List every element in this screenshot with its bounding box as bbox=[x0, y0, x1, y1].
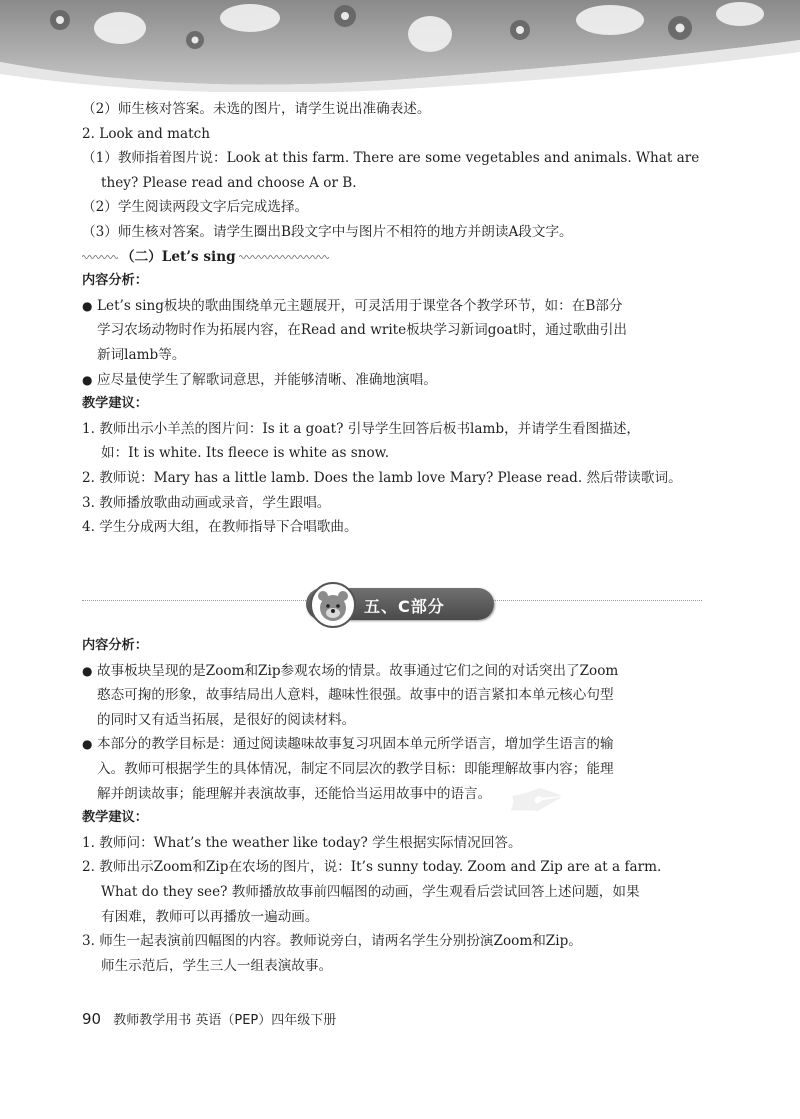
heading-content-analysis: 内容分析： bbox=[82, 273, 148, 289]
text-line: 新词lamb等。 bbox=[97, 346, 186, 363]
step-line: 如：It is white. Its fleece is white as snow. bbox=[101, 445, 390, 462]
step-line: 1. 教师出示小羊羔的图片问：Is it a goat? 引导学生回答后板书lamb，并请学生看图描述， bbox=[82, 420, 641, 437]
text-line: 入。教师可根据学生的具体情况，制定不同层次的教学目标：即能理解故事内容；能理 bbox=[97, 760, 614, 777]
text-line: Let’s sing板块的歌曲围绕单元主题展开，可灵活用于课堂各个教学环节，如：在B部分 bbox=[97, 297, 623, 314]
text-line: 本部分的教学目标是：通过阅读趣味故事复习巩固本单元所学语言，增加学生语言的输 bbox=[97, 736, 614, 753]
section-title-c-part: 五、C部分 bbox=[364, 597, 445, 616]
step-line: 2. 教师出示Zoom和Zip在农场的图片，说：It’s sunny today. Zoom and Zip are at a farm. bbox=[82, 859, 662, 876]
text-line: they? Please read and choose A or B. bbox=[101, 174, 357, 191]
page-footer bbox=[82, 1009, 336, 1028]
section-divider bbox=[82, 582, 702, 626]
bullet-dot-icon: ● bbox=[82, 298, 93, 313]
faint-watermark: ✒ bbox=[494, 756, 566, 848]
section-heading-lets-sing bbox=[82, 245, 702, 270]
text-line: 憨态可掬的形象，故事结局出人意料，趣味性很强。故事中的语言紧扣本单元核心句型 bbox=[97, 687, 614, 704]
step-line: 3. 教师播放歌曲动画或录音，学生跟唱。 bbox=[82, 494, 331, 511]
floral-banner-graphic bbox=[0, 0, 800, 92]
book-title: 教师教学用书 英语（PEP）四年级下册 bbox=[113, 1013, 337, 1028]
heading-content-analysis: 内容分析： bbox=[82, 638, 148, 653]
step-line: 师生示范后，学生三人一组表演故事。 bbox=[101, 957, 333, 974]
text-line: （2）学生阅读两段文字后完成选择。 bbox=[82, 199, 309, 216]
bullet-dot-icon: ● bbox=[82, 737, 93, 752]
heading-teaching-suggestions: 教学建议： bbox=[82, 396, 148, 412]
text-line: （1）教师指着图片说：Look at this farm. There are some vegetables and animals. What are bbox=[82, 150, 700, 167]
wavy-ornament-right bbox=[239, 254, 331, 260]
step-line: 3. 师生一起表演前四幅图的内容。教师说旁白，请两名学生分别扮演Zoom和Zip。 bbox=[82, 933, 582, 950]
step-line: 4. 学生分成两大组，在教师指导下合唱歌曲。 bbox=[82, 519, 358, 536]
step-line: 2. 教师说：Mary has a little lamb. Does the lamb love Mary? Please read. 然后带读歌词。 bbox=[82, 469, 682, 486]
wavy-ornament-left bbox=[82, 254, 118, 260]
text-line: 应尽量使学生了解歌词意思，并能够清晰、准确地演唱。 bbox=[97, 371, 437, 388]
bullet-item bbox=[82, 659, 702, 733]
bullet-item bbox=[82, 294, 702, 368]
step-line: 有困难，教师可以再播放一遍动画。 bbox=[101, 908, 319, 925]
bullet-item bbox=[82, 368, 702, 393]
mascot-icon bbox=[310, 582, 356, 628]
text-line: 的同时又有适当拓展，是很好的阅读材料。 bbox=[97, 711, 356, 728]
text-line: 解并朗读故事；能理解并表演故事，还能恰当运用故事中的语言。 bbox=[97, 785, 492, 802]
content-lower bbox=[82, 634, 702, 978]
bear-mascot-graphic bbox=[312, 584, 354, 626]
decorative-header-banner bbox=[0, 0, 800, 92]
text-line: 学习农场动物时作为拓展内容，在Read and write板块学习新词goat时，通过歌曲引出 bbox=[97, 322, 627, 339]
bullet-item bbox=[82, 732, 702, 806]
text-line: 故事板块呈现的是Zoom和Zip参观农场的情景。故事通过它们之间的对话突出了Zoom bbox=[97, 662, 619, 679]
step-line: 1. 教师问：What’s the weather like today? 学生根据实际情况回答。 bbox=[82, 834, 522, 851]
bullet-dot-icon: ● bbox=[82, 372, 93, 387]
step-line: What do they see? 教师播放故事前四幅图的动画，学生观看后尝试回答上述问题，如果 bbox=[101, 883, 640, 900]
page-number: 90 bbox=[82, 1010, 102, 1028]
text-line: （2）师生核对答案。未选的图片，请学生说出准确表述。 bbox=[82, 101, 431, 117]
subheading-look-and-match: 2. Look and match bbox=[82, 125, 210, 142]
content-upper bbox=[82, 97, 702, 540]
bullet-dot-icon: ● bbox=[82, 663, 93, 678]
lets-sing-title: （二）Let’s sing bbox=[121, 248, 236, 265]
text-line: （3）师生核对答案。请学生圈出B段文字中与图片不相符的地方并朗读A段文字。 bbox=[82, 223, 573, 240]
heading-teaching-suggestions: 教学建议： bbox=[82, 810, 148, 826]
